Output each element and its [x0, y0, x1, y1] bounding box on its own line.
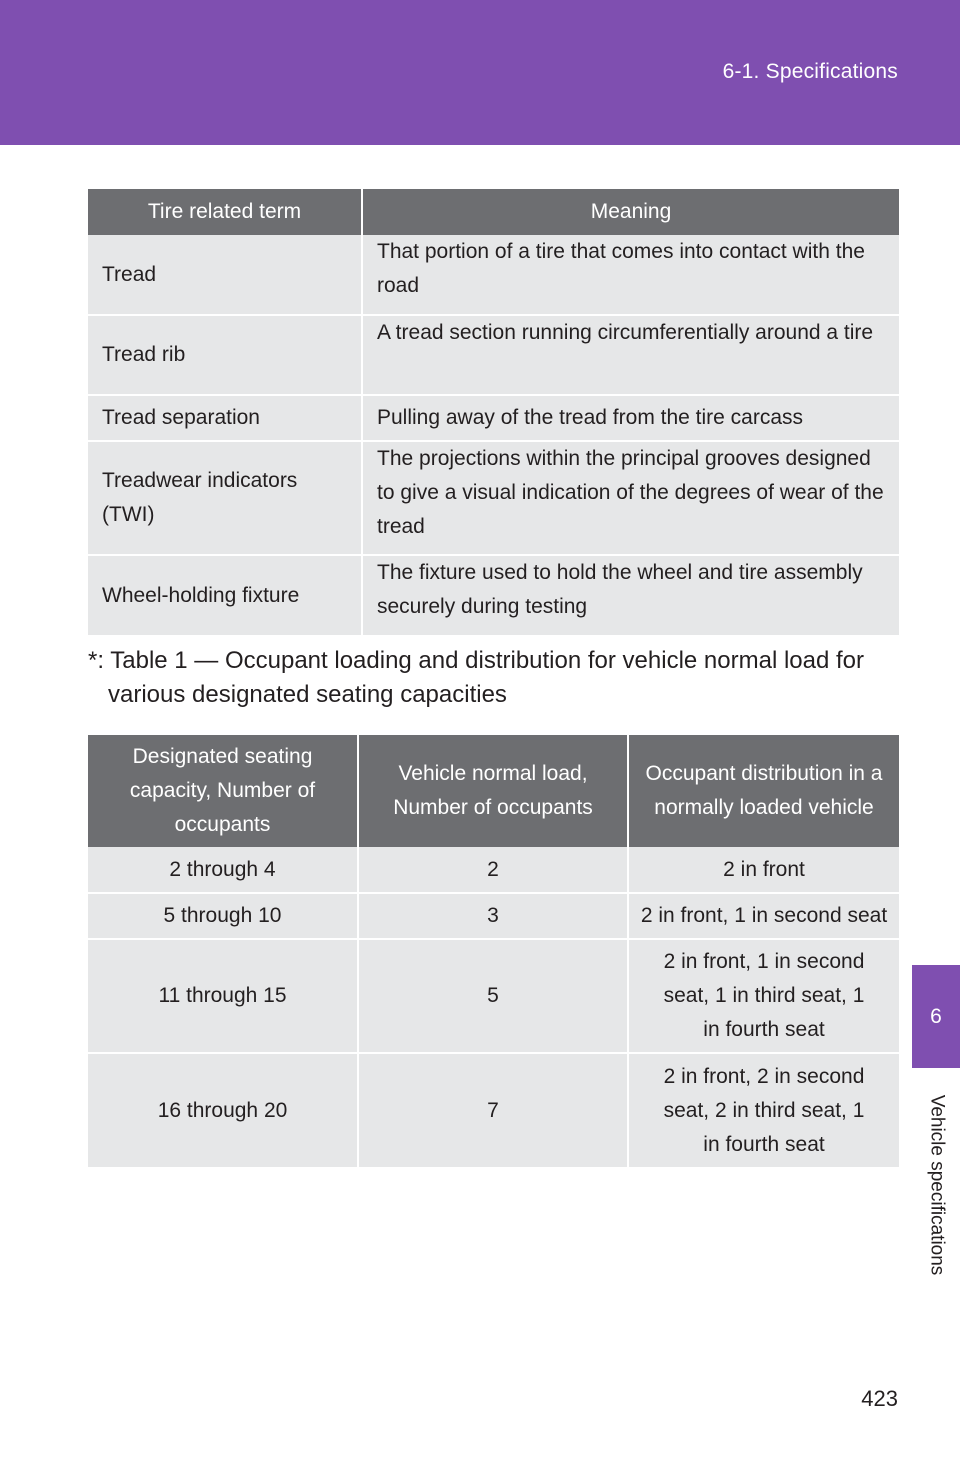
- capacity-cell: 5 through 10: [88, 893, 358, 939]
- capacity-cell: 11 through 15: [88, 939, 358, 1053]
- term-cell: Tread: [88, 235, 362, 315]
- distribution-cell: 2 in front, 1 in second seat, 1 in third seat, 1 in fourth seat: [628, 939, 899, 1053]
- column-header-normal-load: Vehicle normal load, Number of occupants: [358, 735, 628, 847]
- chapter-tab: 6: [912, 965, 960, 1068]
- table-row: [88, 555, 899, 635]
- column-header-distribution: Occupant distribution in a normally loaded vehicle: [628, 735, 899, 847]
- meaning-cell: The fixture used to hold the wheel and tire assembly securely during testing: [362, 555, 899, 635]
- chapter-label-text: Vehicle specifications: [926, 1094, 948, 1276]
- table-row: [88, 315, 899, 395]
- distribution-cell: 2 in front, 1 in second seat: [628, 893, 899, 939]
- table-note: *: Table 1 — Occupant loading and distribution for vehicle normal load for various designated seating capacities: [88, 647, 865, 708]
- capacity-cell: 2 through 4: [88, 847, 358, 893]
- section-title: 6-1. Specifications: [722, 60, 898, 83]
- table-row: [88, 847, 899, 893]
- table-row: [88, 235, 899, 315]
- table-header-row: [88, 735, 899, 847]
- table-row: [88, 893, 899, 939]
- occupant-load-table: [88, 735, 899, 1167]
- chapter-label: [918, 1080, 954, 1290]
- table-row: [88, 939, 899, 1053]
- capacity-cell: 16 through 20: [88, 1053, 358, 1167]
- table-row: [88, 395, 899, 441]
- column-header-meaning: Meaning: [362, 189, 899, 235]
- normal-load-cell: 5: [358, 939, 628, 1053]
- table-row: [88, 441, 899, 555]
- meaning-cell: That portion of a tire that comes into contact with the road: [362, 235, 899, 315]
- page-number: 423: [861, 1386, 898, 1411]
- table-row: [88, 1053, 899, 1167]
- normal-load-cell: 3: [358, 893, 628, 939]
- normal-load-cell: 2: [358, 847, 628, 893]
- tire-terms-table: [88, 189, 899, 635]
- term-cell: Tread rib: [88, 315, 362, 395]
- term-cell: Treadwear indicators (TWI): [88, 441, 362, 555]
- meaning-cell: The projections within the principal grooves designed to give a visual indication of the degrees of wear of the tread: [362, 441, 899, 555]
- term-cell: Wheel-holding fixture: [88, 555, 362, 635]
- meaning-cell: Pulling away of the tread from the tire carcass: [362, 395, 899, 441]
- distribution-cell: 2 in front, 2 in second seat, 2 in third seat, 1 in fourth seat: [628, 1053, 899, 1167]
- column-header-capacity: Designated seating capacity, Number of occupants: [88, 735, 358, 847]
- normal-load-cell: 7: [358, 1053, 628, 1167]
- distribution-cell: 2 in front: [628, 847, 899, 893]
- term-cell: Tread separation: [88, 395, 362, 441]
- meaning-cell: A tread section running circumferentially around a tire: [362, 315, 899, 395]
- column-header-term: Tire related term: [88, 189, 362, 235]
- table-header-row: [88, 189, 899, 235]
